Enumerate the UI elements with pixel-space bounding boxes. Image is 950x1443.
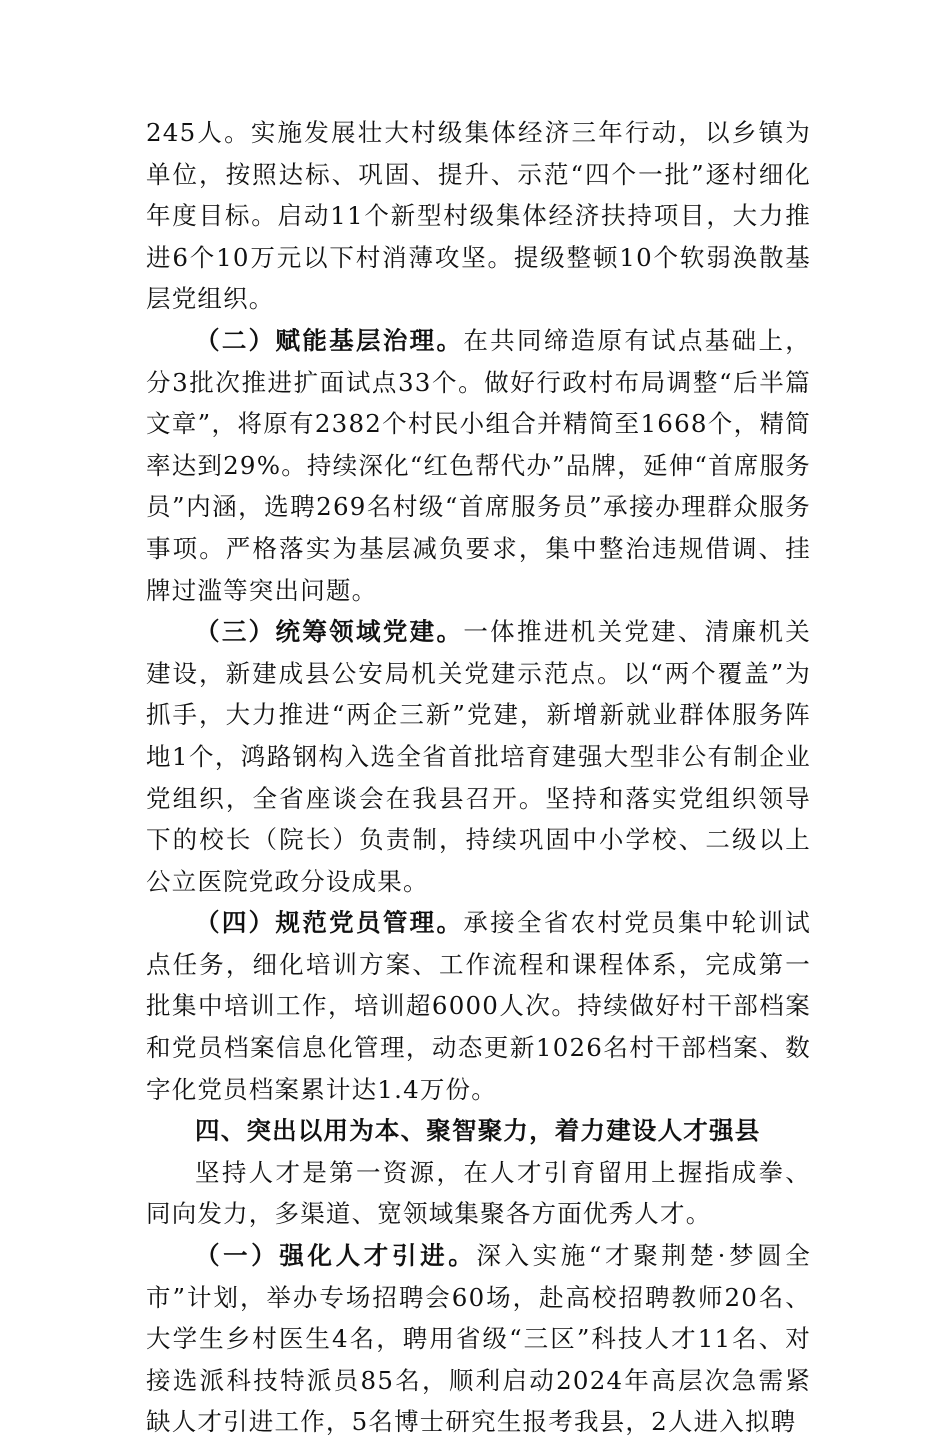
item-3-body: 一体推进机关党建、清廉机关建设，新建成县公安局机关党建示范点。以“两个覆盖”为抓手，大力推进“两企三新”党建，新增新就业群体服务阵地1个，鸿路钢构入选全省首批培育建强大型非公有制企业党组织，全省座谈会在我县召开。坚持和落实党组织领导下的校长（院长）负责制，持续巩固中小学校、二级以上公立医院党政分设成果。 <box>146 617 812 896</box>
item-3-lead: （三）统筹领域党建。 <box>195 617 464 647</box>
section-4-heading: 四、突出以用为本、聚智聚力，着力建设人才强县 <box>195 1116 761 1146</box>
s4-item-1-lead: （一）强化人才引进。 <box>195 1241 477 1271</box>
paragraph-item-4 <box>146 902 811 1110</box>
document-body <box>146 112 811 1443</box>
item-2-lead: （二）赋能基层治理。 <box>195 325 464 355</box>
paragraph-s4-item-1 <box>146 1235 811 1443</box>
item-4-body: 承接全省农村党员集中轮训试点任务，细化培训方案、工作流程和课程体系，完成第一批集中培训工作，培训超6000人次。持续做好村干部档案和党员档案信息化管理，动态更新1026名村干部档案、数字化党员档案累计达1.4万份。 <box>146 908 812 1104</box>
section-4-intro: 坚持人才是第一资源，在人才引育留用上握指成拳、同向发力，多渠道、宽领域集聚各方面优秀人才。 <box>146 1157 811 1229</box>
paragraph-item-3 <box>146 611 811 902</box>
s4-item-1-body: 深入实施“才聚荆楚·梦圆全市”计划，举办专场招聘会60场，赴高校招聘教师20名、大学生乡村医生4名，聘用省级“三区”科技人才11名、对接选派科技特派员85名，顺利启动2024年高层次急需紧缺人才引进工作，5名博士研究生报考我县，2人进入拟聘 <box>146 1241 811 1437</box>
item-4-lead: （四）规范党员管理。 <box>195 908 464 938</box>
item-2-body: 在共同缔造原有试点基础上，分3批次推进扩面试点33个。做好行政村布局调整“后半篇文章”，将原有2382个村民小组合并精简至1668个，精简率达到29%。持续深化“红色帮代办”品牌，延伸“首席服务员”内涵，选聘269名村级“首席服务员”承接办理群众服务事项。严格落实为基层减负要求，集中整治违规借调、挂牌过滥等突出问题。 <box>146 325 812 605</box>
paragraph-item-2 <box>146 320 811 611</box>
paragraph-continued: 245人。实施发展壮大村级集体经济三年行动，以乡镇为单位，按照达标、巩固、提升、示范“四个一批”逐村细化年度目标。启动11个新型村级集体经济扶持项目，大力推进6个10万元以下村消薄攻坚。提级整顿10个软弱涣散基层党组织。 <box>146 118 811 314</box>
